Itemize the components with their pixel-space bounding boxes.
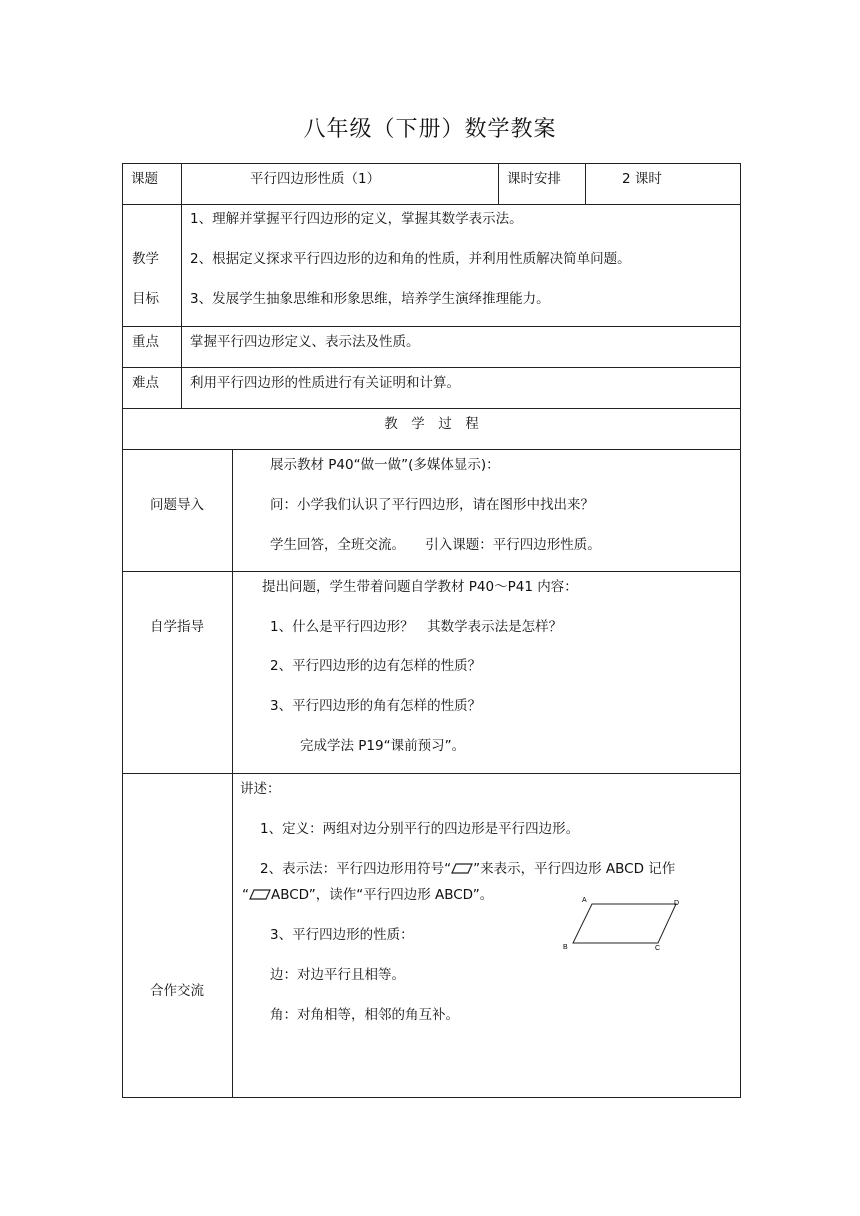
intro-label: 问题导入 [150, 497, 204, 513]
objectives-label-1: 教学 [132, 251, 159, 267]
sides-property: 边：对边平行且相等。 [270, 967, 405, 983]
vertex-label-b: B [563, 944, 568, 951]
intro-line: 学生回答，全班交流。 引入课题：平行四边形性质。 [270, 537, 601, 553]
self-study-line: 完成学法 P19“课前预习”。 [300, 738, 466, 754]
topic-label: 课题 [131, 171, 158, 187]
difficulty-text: 利用平行四边形的性质进行有关证明和计算。 [190, 375, 460, 391]
parallelogram-symbol-icon [451, 863, 473, 874]
notation-line-2: “ ABCD”，读作“平行四边形 ABCD”。 [242, 887, 494, 903]
process-header: 教 学 过 程 [384, 416, 479, 432]
objective-item: 1、理解并掌握平行四边形的定义，掌握其数学表示法。 [190, 211, 523, 227]
self-study-label: 自学指导 [150, 619, 204, 635]
parallelogram-figure [560, 892, 690, 954]
hours-label: 课时安排 [507, 171, 561, 187]
notation-line: 2、表示法：平行四边形用符号“ ”来表示，平行四边形 ABCD 记作 [260, 861, 676, 877]
topic-value: 平行四边形性质（1） [250, 171, 381, 187]
page-title: 八年级（下册）数学教案 [303, 117, 557, 142]
definition-text: 1、定义：两组对边分别平行的四边形是平行四边形。 [260, 821, 580, 837]
objective-item: 2、根据定义探求平行四边形的边和角的性质，并利用性质解决简单问题。 [190, 251, 631, 267]
key-point-text: 掌握平行四边形定义、表示法及性质。 [190, 334, 420, 350]
vertex-label-d: D [674, 900, 680, 907]
angles-property: 角：对角相等，相邻的角互补。 [270, 1007, 459, 1023]
self-study-line: 提出问题，学生带着问题自学教材 P40～P41 内容： [262, 579, 578, 595]
properties-heading: 3、平行四边形的性质： [270, 927, 414, 943]
parallelogram-symbol-icon [249, 889, 271, 900]
hours-value: 2 课时 [622, 171, 662, 187]
vertex-label-a: A [582, 897, 587, 904]
cooperation-label: 合作交流 [150, 983, 204, 999]
intro-line: 展示教材 P40“做一做”(多媒体显示)： [270, 457, 500, 473]
key-point-label: 重点 [132, 334, 159, 350]
intro-line: 问：小学我们认识了平行四边形，请在图形中找出来？ [270, 497, 594, 513]
vertex-label-c: C [655, 945, 661, 952]
self-study-line: 1、什么是平行四边形？ 其数学表示法是怎样？ [270, 619, 563, 635]
self-study-line: 2、平行四边形的边有怎样的性质？ [270, 658, 482, 674]
objective-item: 3、发展学生抽象思维和形象思维，培养学生演绎推理能力。 [190, 291, 550, 307]
self-study-line: 3、平行四边形的角有怎样的性质？ [270, 698, 482, 714]
objectives-label-2: 目标 [132, 291, 159, 307]
difficulty-label: 难点 [132, 375, 159, 391]
lecture-heading: 讲述： [240, 781, 281, 797]
